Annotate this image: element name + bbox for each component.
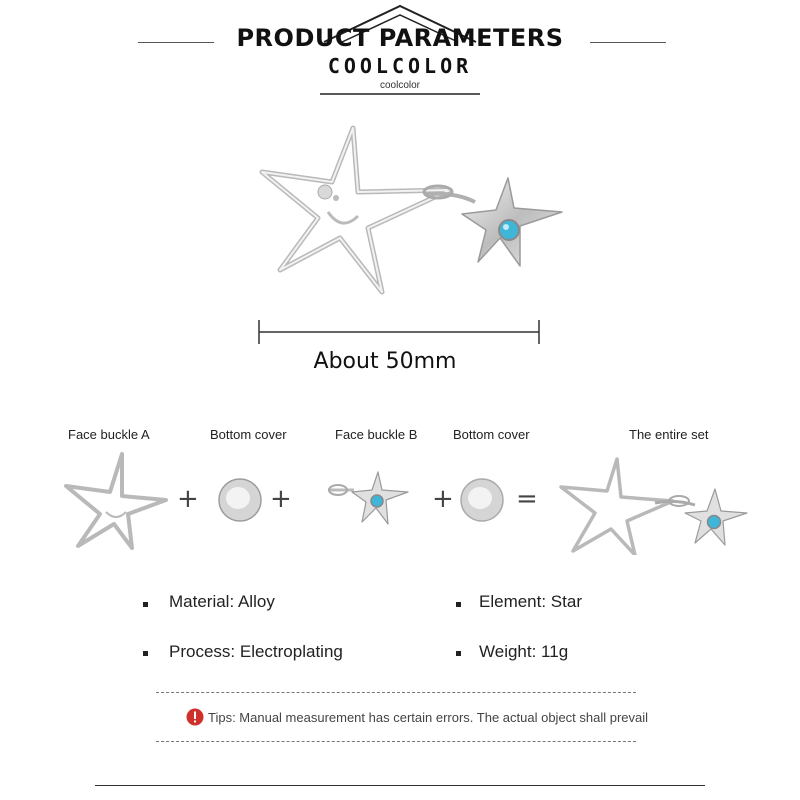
part-label-face-buckle-a: Face buckle A	[68, 427, 150, 442]
part-label-face-buckle-b: Face buckle B	[335, 427, 418, 442]
spec-material: Material: Alloy	[169, 592, 275, 611]
entire-set-image	[555, 455, 750, 555]
spec-weight: Weight: 11g	[479, 642, 569, 661]
equals-operator: =	[516, 484, 538, 514]
plus-operator-3: +	[432, 484, 454, 514]
bullet-icon	[143, 602, 148, 607]
bullet-icon	[456, 651, 461, 656]
blue-gem	[499, 220, 519, 240]
plus-operator-1: +	[177, 484, 199, 514]
bullet-icon	[143, 651, 148, 656]
bottom-cover-image-1	[216, 476, 264, 524]
part-label-bottom-cover-2: Bottom cover	[453, 427, 530, 442]
page-title: PRODUCT PARAMETERS	[236, 24, 564, 52]
spec-process: Process: Electroplating	[169, 642, 343, 661]
size-dimension-bar	[258, 318, 540, 346]
bullet-icon	[456, 602, 461, 607]
spec-element: Element: Star	[479, 592, 582, 611]
part-label-entire-set: The entire set	[629, 427, 709, 442]
face-buckle-a-image	[62, 450, 172, 550]
tips-text: Tips: Manual measurement has certain errors. The actual object shall prevail	[208, 709, 649, 725]
brand-name: COOLCOLOR	[327, 54, 473, 78]
tips-row	[186, 708, 648, 726]
tips-divider-top	[156, 692, 636, 693]
size-label: About 50mm	[313, 349, 457, 374]
earring-set-image	[250, 120, 570, 300]
plus-operator-2: +	[270, 484, 292, 514]
bottom-cover-image-2	[458, 476, 506, 524]
footer-line	[95, 785, 705, 786]
brand-subtitle: coolcolor	[379, 80, 421, 91]
warning-icon	[186, 708, 204, 726]
big-star-outline	[262, 128, 450, 292]
face-buckle-b-image	[326, 468, 416, 528]
part-label-bottom-cover-1: Bottom cover	[210, 427, 287, 442]
tips-divider-bottom	[156, 741, 636, 742]
